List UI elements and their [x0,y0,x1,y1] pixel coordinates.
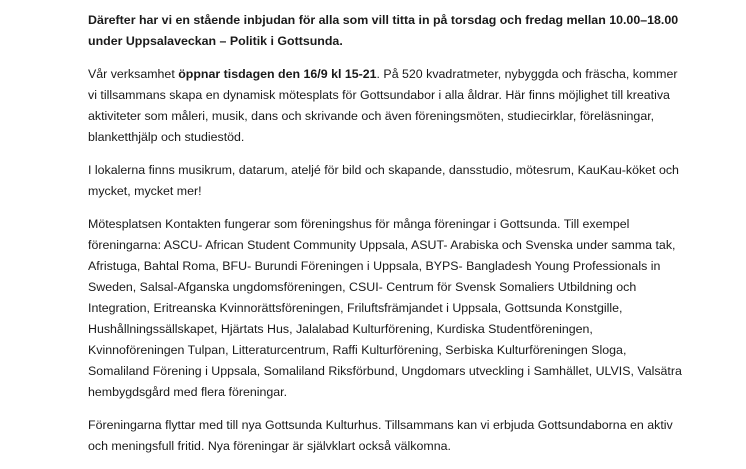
associations-paragraph: Mötesplatsen Kontakten fungerar som föreningshus för många föreningar i Gottsunda. Till exempel föreningarna: ASCU- African Student Community Uppsala, ASUT- Arabiska och Svenska under samma tak, Afristuga, Bahtal Roma, BFU- Burundi Föreningen i Uppsala, BYPS- Bangladesh Young Professionals in Sweden, Salsal-Afganska ungdomsföreningen, CSUI- Centrum för Svensk Somaliers Utbildning och Integration, Eritreanska Kvinnorättsföreningen, Friluftsfrämjandet i Uppsala, Gottsunda Konstgille, Hushållningssällskapet, Hjärtats Hus, Jalalabad Kulturförening, Kurdiska Studentföreningen, Kvinnoföreningen Tulpan, Litteraturcentrum, Raffi Kulturförening, Serbiska Kulturföreningen Sloga, Somaliland Förening i Uppsala, Somaliland Riksförbund, Ungdomars utveckling i Samhället, ULVIS, Valsätra hembygdsgård med flera föreningar. [88,217,682,399]
document-body [88,10,688,469]
rooms-paragraph: I lokalerna finns musikrum, datarum, ateljé för bild och skapande, dansstudio, mötesrum, KauKau-köket och mycket, mycket mer! [88,163,679,198]
opening-description: . På 520 kvadratmeter, nybyggda och fräscha, kommer vi tillsammans skapa en dynamisk mötesplats för Gottsundabor i alla åldrar. Här finns möjlighet till kreativa aktiviteter som måleri, musik, dans och skrivande och även föreningsmöten, studiecirklar, föreläsningar, blanketthjälp och studiestöd. [88,67,678,144]
opening-prefix: Vår verksamhet [88,67,179,81]
opening-paragraph [88,64,688,148]
intro-paragraph: Därefter har vi en stående inbjudan för alla som vill titta in på torsdag och fredag mellan 10.00–18.00 under Uppsalaveckan – Politik i Gottsunda. [88,13,679,48]
opening-date-highlight: öppnar tisdagen den 16/9 kl 15-21 [178,67,377,81]
move-paragraph: Föreningarna flyttar med till nya Gottsunda Kulturhus. Tillsammans kan vi erbjuda Gottsundaborna en aktiv och meningsfull fritid. Nya föreningar är självklart också välkomna. [88,418,673,453]
